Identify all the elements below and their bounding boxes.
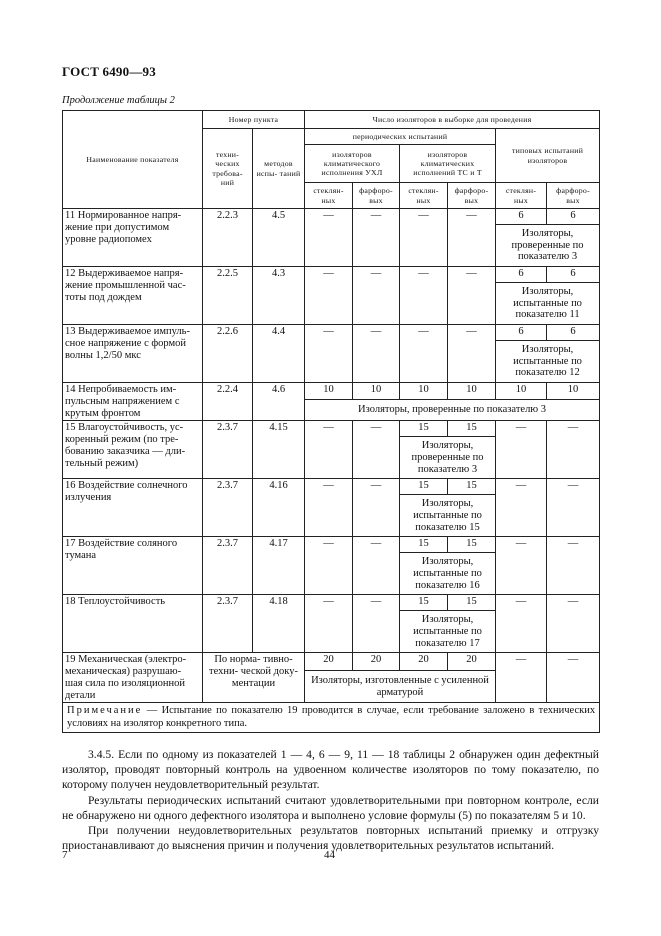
- sample-note: Изоляторы, испытанные по показателю 11: [496, 283, 600, 325]
- indicator-name: 15 Влагоустойчивость, ус- коренный режим (по тре- бованию заказчика — дли- тельный режим): [63, 421, 203, 479]
- sample-count: —: [547, 653, 600, 703]
- sample-count: 15: [400, 595, 448, 611]
- sample-count: —: [353, 267, 400, 325]
- sample-count: —: [547, 421, 600, 479]
- table-row: [63, 325, 600, 341]
- page-marker: 7: [62, 849, 68, 861]
- footnote-text: — Испытание по показателю 19 проводится в случае, если требование заложено в технических условиях на изолятор конкретного типа.: [67, 705, 596, 729]
- indicator-name: 19 Механическая (электро- механическая) разрушаю- шая сила по изоляционной детали: [63, 653, 203, 703]
- sample-count: 15: [448, 421, 496, 437]
- body-paragraph: 3.4.5. Если по одному из показателей 1 — 4, 6 — 9, 11 — 18 таблицы 2 обнаружен один дефектный изолятор, проводят повторный контроль на удвоенном количестве изоляторов по тому показателю, по которому получен неудовлетворительный результат.: [62, 748, 599, 792]
- sample-count: —: [496, 479, 547, 537]
- header-uhl: изоляторов климатического исполнения УХЛ: [305, 145, 400, 183]
- document-title: ГОСТ 6490—93: [62, 64, 156, 79]
- indicator-name: 13 Выдерживаемое импуль- сное напряжение с формой волны 1,2/50 мкс: [63, 325, 203, 383]
- sample-count: 15: [400, 421, 448, 437]
- sample-count: —: [547, 595, 600, 653]
- sample-count: —: [353, 595, 400, 653]
- sample-count: —: [547, 479, 600, 537]
- tech-req-ref: По норма- тивно-техни- ческой доку- ментации: [203, 653, 305, 703]
- sample-count: 15: [448, 537, 496, 553]
- body-paragraph: Результаты периодических испытаний считают удовлетворительными при повторном контроле, если не обнаружено ни одного дефектного изолятора и выполнено условие формулы (5) по показателям 5 и 10.: [62, 794, 599, 823]
- test-method-ref: 4.16: [253, 479, 305, 537]
- tech-req-ref: 2.2.4: [203, 383, 253, 421]
- table-row: [63, 537, 600, 553]
- header-type-tests: типовых испытаний изоляторов: [496, 129, 600, 183]
- table-row: [63, 421, 600, 437]
- sample-note: Изоляторы, проверенные по показателю 3: [496, 225, 600, 267]
- sample-count: —: [547, 537, 600, 595]
- sample-count: 10: [547, 383, 600, 400]
- sample-count: —: [305, 325, 353, 383]
- sample-count: —: [305, 537, 353, 595]
- header-name: Наименование показателя: [63, 111, 203, 209]
- sample-count: —: [305, 209, 353, 267]
- sample-note: Изоляторы, испытанные по показателю 17: [400, 611, 496, 653]
- sample-count: 10: [448, 383, 496, 400]
- table-row: [63, 653, 600, 671]
- header-item-no: Номер пункта: [203, 111, 305, 129]
- test-method-ref: 4.6: [253, 383, 305, 421]
- tech-req-ref: 2.2.5: [203, 267, 253, 325]
- sample-count: —: [496, 653, 547, 703]
- sample-note: Изоляторы, испытанные по показателю 12: [496, 341, 600, 383]
- sample-count: —: [448, 209, 496, 267]
- tech-req-ref: 2.3.7: [203, 537, 253, 595]
- tech-req-ref: 2.3.7: [203, 421, 253, 479]
- table-row: [63, 209, 600, 225]
- table-row: [63, 479, 600, 495]
- header-glass: стеклян- ных: [305, 183, 353, 209]
- table-row: [63, 595, 600, 611]
- header-porcelain: фарфоро- вых: [448, 183, 496, 209]
- sample-count: 10: [496, 383, 547, 400]
- table-continuation-label: Продолжение таблицы 2: [62, 95, 175, 106]
- sample-count: —: [353, 209, 400, 267]
- indicator-name: 14 Непробиваемость им- пульсным напряжением с крутым фронтом: [63, 383, 203, 421]
- sample-count: 6: [496, 267, 547, 283]
- footnote-row: [63, 703, 600, 733]
- indicator-name: 18 Теплоустойчивость: [63, 595, 203, 653]
- sample-count: 15: [448, 479, 496, 495]
- table-footnote: [63, 703, 600, 733]
- sample-count: 15: [400, 479, 448, 495]
- indicator-name: 16 Воздействие солнечного излучения: [63, 479, 203, 537]
- sample-count: —: [496, 537, 547, 595]
- indicator-name: 12 Выдерживаемое напря- жение промышленной час- тоты под дождем: [63, 267, 203, 325]
- header-test-methods: методов испы- таний: [253, 129, 305, 209]
- sample-note: Изоляторы, изготовленные с усиленной арматурой: [305, 671, 496, 703]
- sample-count: —: [305, 595, 353, 653]
- tech-req-ref: 2.2.3: [203, 209, 253, 267]
- sample-note: Изоляторы, испытанные по показателю 16: [400, 553, 496, 595]
- header-porcelain: фарфоро- вых: [353, 183, 400, 209]
- sample-count: —: [496, 421, 547, 479]
- sample-count: 6: [547, 267, 600, 283]
- sample-count: —: [448, 325, 496, 383]
- test-method-ref: 4.3: [253, 267, 305, 325]
- indicator-name: 11 Нормированное напря- жение при допустимом уровне радиопомех: [63, 209, 203, 267]
- test-method-ref: 4.17: [253, 537, 305, 595]
- sample-count: —: [305, 421, 353, 479]
- sample-count: —: [353, 479, 400, 537]
- header-tech-req: техни- ческих требова- ний: [203, 129, 253, 209]
- sample-count: —: [353, 421, 400, 479]
- page-number: 44: [324, 849, 335, 861]
- sample-count: 20: [353, 653, 400, 671]
- sample-count: 6: [496, 325, 547, 341]
- sample-count: 20: [448, 653, 496, 671]
- sample-count: 6: [547, 325, 600, 341]
- header-glass: стеклян- ных: [496, 183, 547, 209]
- indicator-table: [62, 110, 600, 733]
- sample-count: —: [353, 537, 400, 595]
- header-tc-t: изоляторов климатических исполнений ТС и Т: [400, 145, 496, 183]
- footnote-label: Примечание: [67, 705, 143, 717]
- sample-count: —: [400, 267, 448, 325]
- body-paragraph: При получении неудовлетворительных результатов повторных испытаний приемку и отгрузку приостанавливают до выяснения причин и получения удовлетворительных результатов испытаний.: [62, 824, 599, 853]
- sample-count: —: [448, 267, 496, 325]
- sample-note: Изоляторы, испытанные по показателю 15: [400, 495, 496, 537]
- test-method-ref: 4.15: [253, 421, 305, 479]
- tech-req-ref: 2.2.6: [203, 325, 253, 383]
- sample-count: 6: [496, 209, 547, 225]
- header-porcelain: фарфоро- вых: [547, 183, 600, 209]
- sample-count: 20: [400, 653, 448, 671]
- header-glass: стеклян- ных: [400, 183, 448, 209]
- sample-count: 10: [305, 383, 353, 400]
- test-method-ref: 4.5: [253, 209, 305, 267]
- sample-count: —: [400, 209, 448, 267]
- sample-count: 15: [448, 595, 496, 611]
- header-periodic: периодических испытаний: [305, 129, 496, 145]
- test-method-ref: 4.4: [253, 325, 305, 383]
- sample-count: —: [400, 325, 448, 383]
- tech-req-ref: 2.3.7: [203, 479, 253, 537]
- table-row: [63, 267, 600, 283]
- sample-note: Изоляторы, проверенные по показателю 3: [305, 400, 600, 421]
- header-sample-count: Число изоляторов в выборке для проведения: [305, 111, 600, 129]
- indicator-name: 17 Воздействие соляного тумана: [63, 537, 203, 595]
- tech-req-ref: 2.3.7: [203, 595, 253, 653]
- sample-count: 10: [353, 383, 400, 400]
- sample-count: 6: [547, 209, 600, 225]
- sample-count: —: [496, 595, 547, 653]
- sample-count: 10: [400, 383, 448, 400]
- sample-count: —: [305, 479, 353, 537]
- sample-note: Изоляторы, проверенные по показателю 3: [400, 437, 496, 479]
- test-method-ref: 4.18: [253, 595, 305, 653]
- table-row: [63, 383, 600, 400]
- sample-count: 20: [305, 653, 353, 671]
- sample-count: —: [305, 267, 353, 325]
- sample-count: 15: [400, 537, 448, 553]
- sample-count: —: [353, 325, 400, 383]
